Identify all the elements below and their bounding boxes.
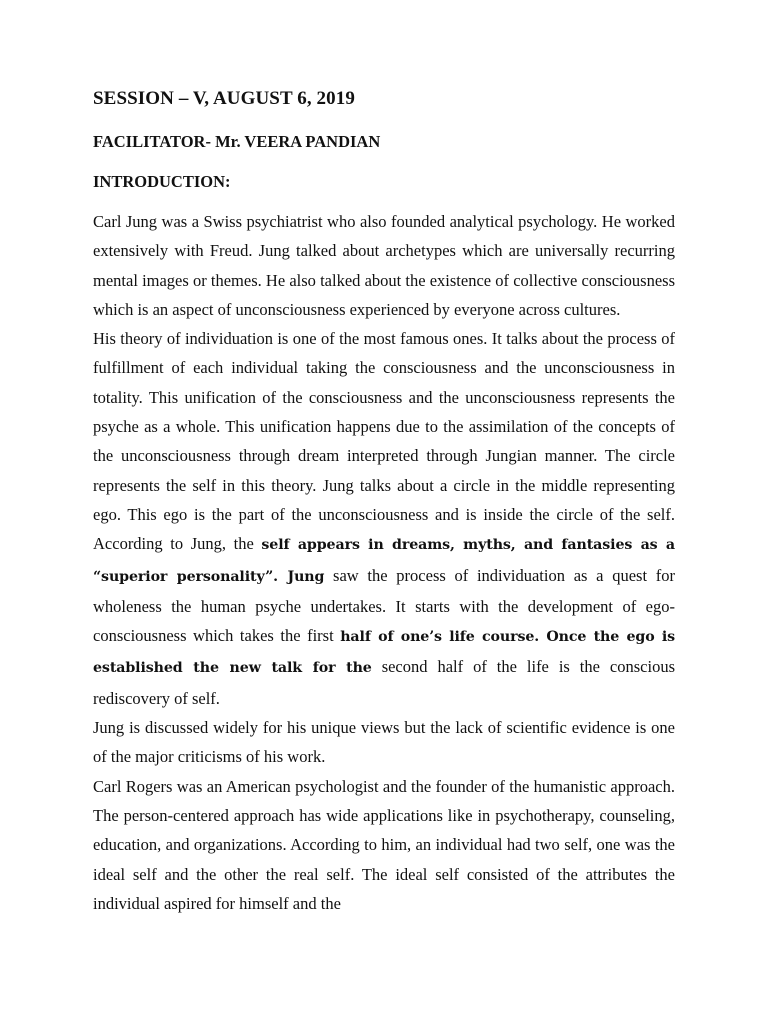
document-body xyxy=(93,207,675,918)
paragraph-criticism: Jung is discussed widely for his unique views but the lack of scientific evidence is one of the major criticisms of his work. xyxy=(93,718,675,767)
paragraph-text: second half of the life is the conscious rediscovery of self. xyxy=(93,657,675,708)
paragraph-individuation xyxy=(93,324,675,713)
facilitator-heading: FACILITATOR- Mr. VEERA PANDIAN xyxy=(93,132,381,151)
highlighted-text: self appears in dreams, myths, and fantasies as a “superior personality”. Jung xyxy=(93,537,675,585)
paragraph-text: saw the process of individuation as a quest for wholeness the human psyche undertakes. It starts with the development of ego-consciousness which takes the first xyxy=(93,565,675,646)
paragraph-jung-intro: Carl Jung was a Swiss psychiatrist who also founded analytical psychology. He worked extensively with Freud. Jung talked about archetypes which are universally recurring mental images or themes. He also talked about the existence of collective consciousness which is an aspect of unconsciousness experienced by everyone across cultures. xyxy=(93,212,675,319)
highlighted-text: half of one’s life course. Once the ego is established the new talk for the xyxy=(93,629,676,677)
session-title: SESSION – V, AUGUST 6, 2019 xyxy=(93,88,355,109)
introduction-heading: INTRODUCTION: xyxy=(93,172,231,191)
paragraph-rogers: Carl Rogers was an American psychologist and the founder of the humanistic approach. The person-centered approach has wide applications like in psychotherapy, counseling, education, and organizations. According to him, an individual had two self, one was the ideal self and the other the real self. The ideal self consisted of the attributes the individual aspired for himself and the xyxy=(93,776,675,913)
paragraph-text: His theory of individuation is one of the most famous ones. It talks about the process of fulfillment of each individual taking the consciousness and the unconsciousness in totality. This unification of the consciousness and the unconsciousness represents the psyche as a whole. This unification happens due to the assimilation of the concepts of the unconsciousness through dream interpreted through Jungian manner. The circle represents the self in this theory. Jung talks about a circle in the middle representing ego. This ego is the part of the unconsciousness and is inside the circle of the self. According to Jung, the xyxy=(93,329,675,554)
